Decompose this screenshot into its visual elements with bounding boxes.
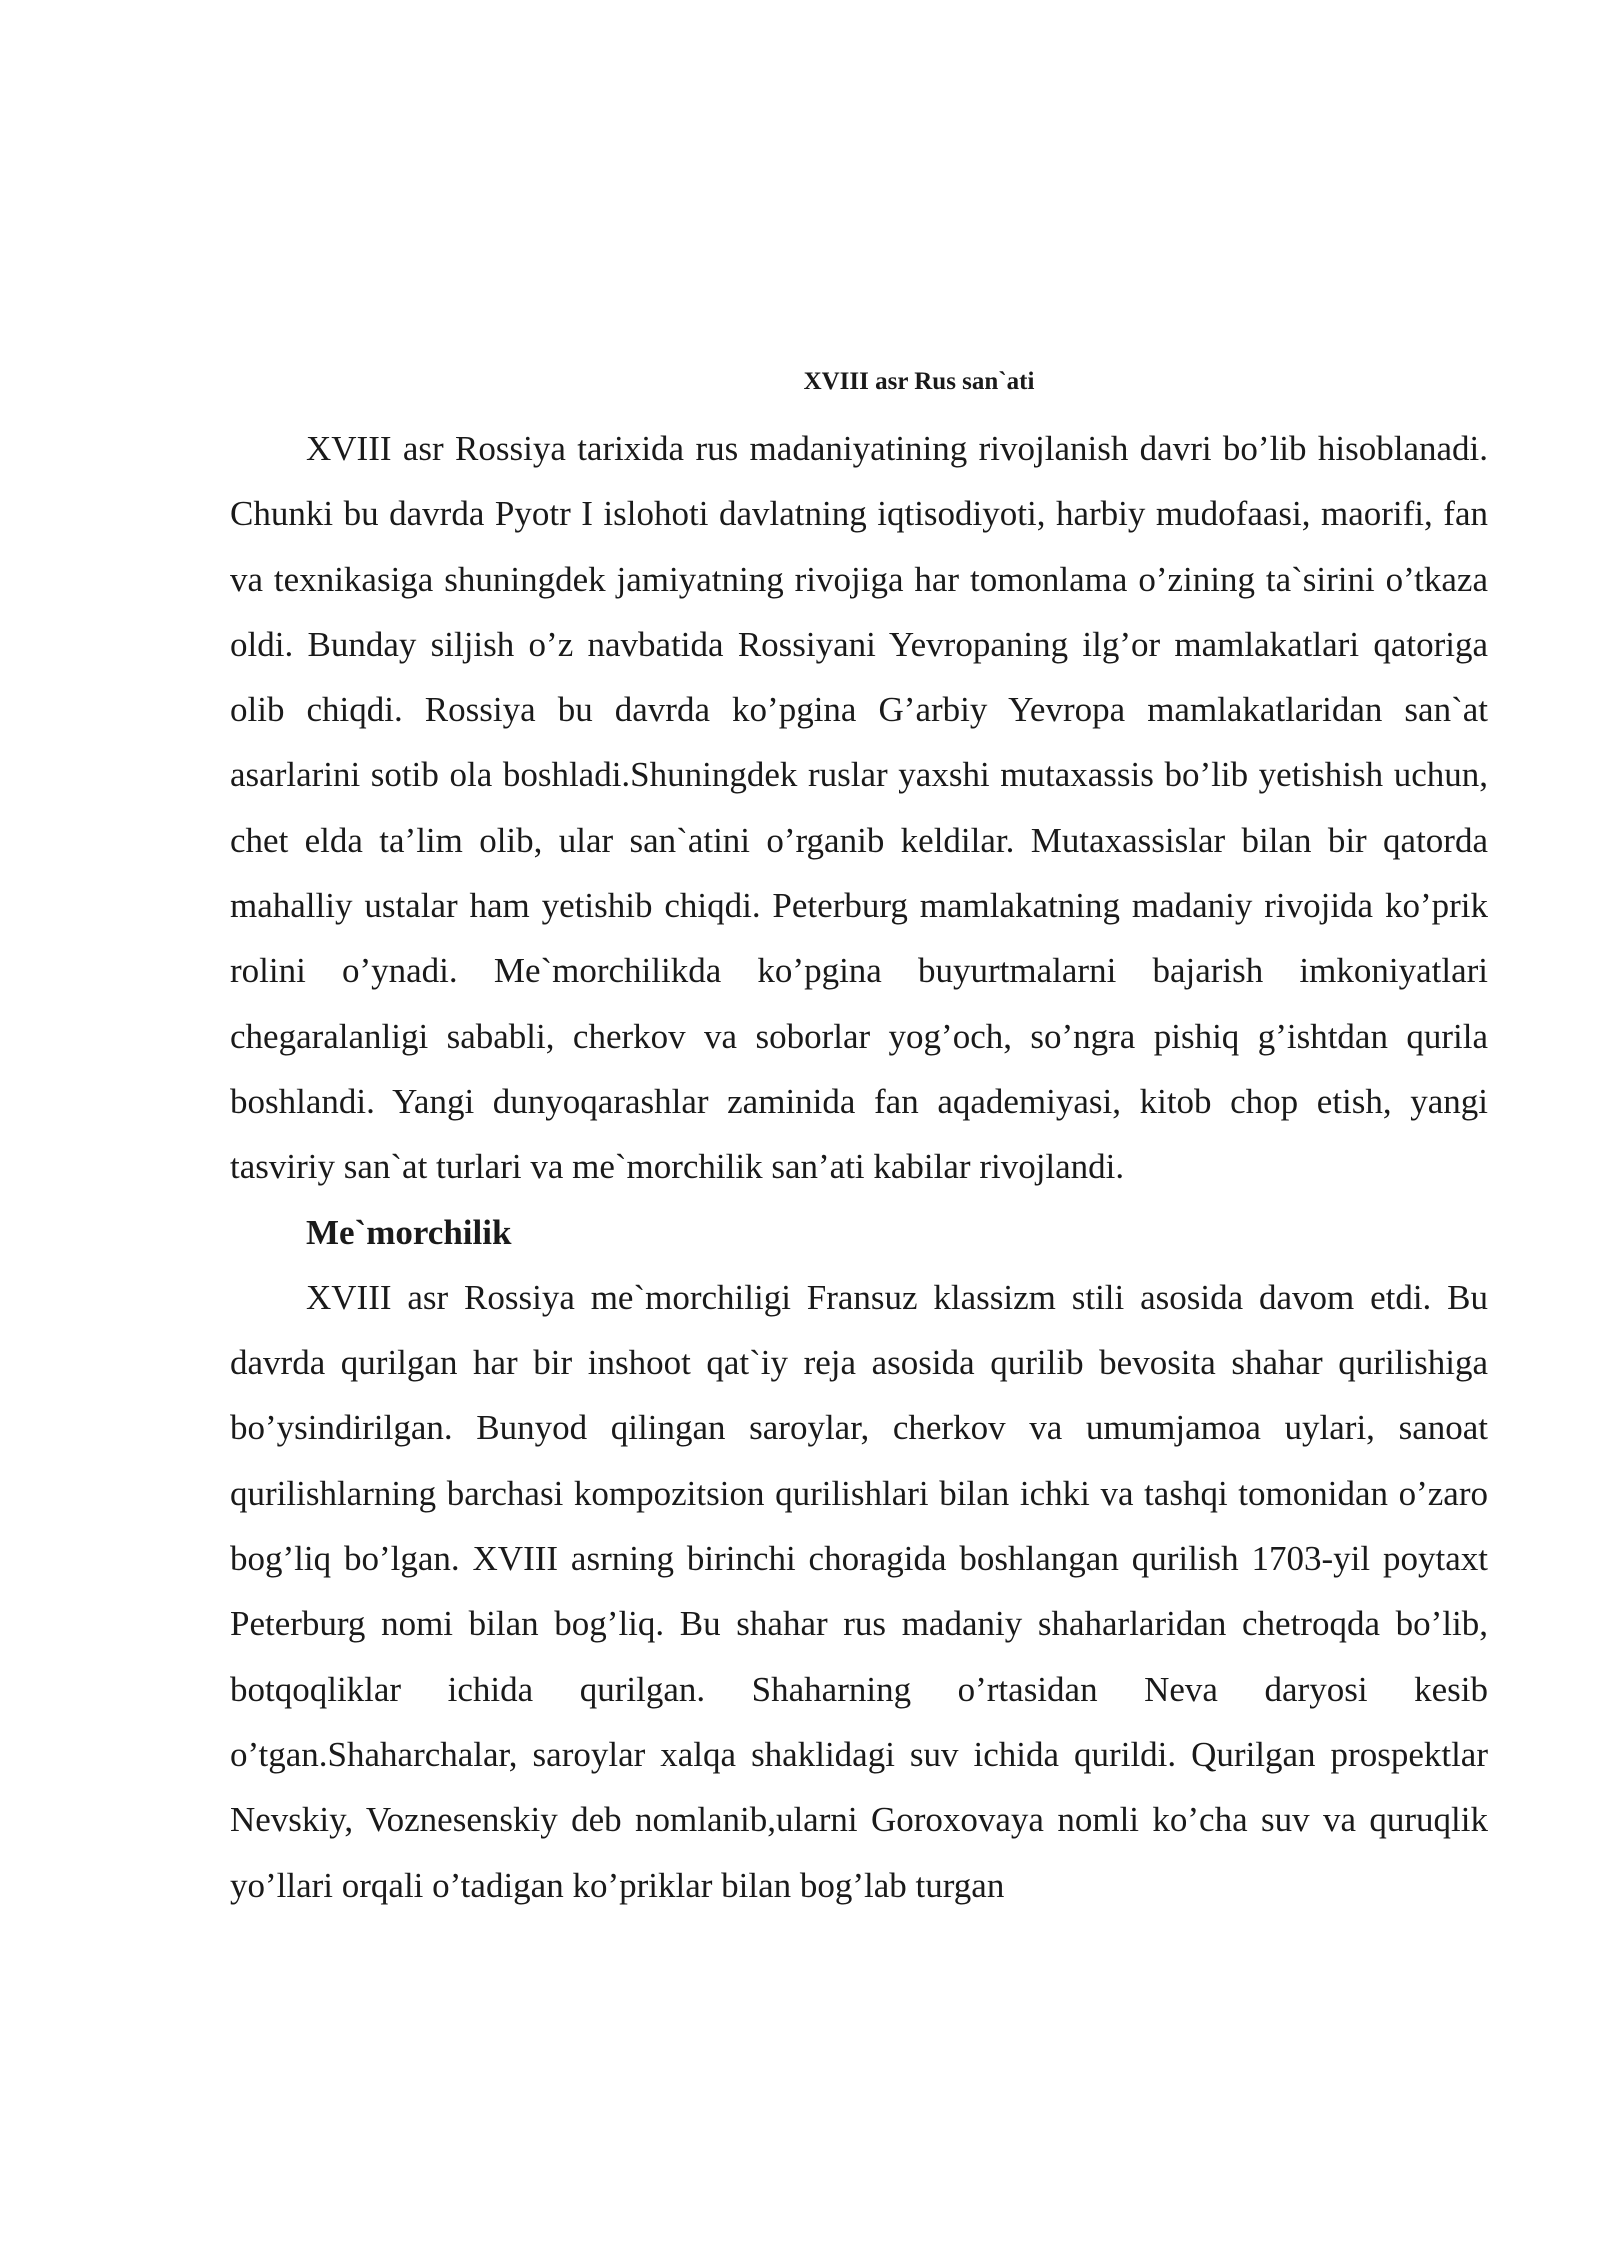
intro-paragraph: XVIII asr Rossiya tarixida rus madaniyatining rivojlanish davri bo’lib hisoblanadi. Chunki bu davrda Pyotr I islohoti davlatning iqtisodiyoti, harbiy mudofaasi, maorifi, fan va texnikasiga shuningdek jamiyatning rivojiga har tomonlama o’zining ta`sirini o’tkaza oldi. Bunday siljish o’z navbatida Rossiyani Yevropaning ilg’or mamlakatlari qatoriga olib chiqdi. Rossiya bu davrda ko’pgina G’arbiy Yevropa mamlakatlaridan san`at asarlarini sotib ola boshladi.Shuningdek ruslar yaxshi mutaxassis bo’lib yetishish uchun, chet elda ta’lim olib, ular san`atini o’rganib keldilar. Mutaxassislar bilan bir qatorda mahalliy ustalar ham yetishib chiqdi. Peterburg mamlakatning madaniy rivojida ko’prik rolini o’ynadi. Me`morchilikda ko’pgina buyurtmalarni bajarish imkoniyatlari chegaralanligi sababli, cherkov va soborlar yog’och, so’ngra pishiq g’ishtdan qurila boshlandi. Yangi dunyoqarashlar zaminida fan aqademiyasi, kitob chop etish, yangi tasviriy san`at turlari va me`morchilik san’ati kabilar rivojlandi. xyxy=(230,429,1488,1187)
document-page xyxy=(230,366,1488,1918)
section-paragraph: XVIII asr Rossiya me`morchiligi Fransuz klassizm stili asosida davom etdi. Bu davrda qurilgan har bir inshoot qat`iy reja asosida qurilib bevosita shahar qurilishiga bo’ysindirilgan. Bunyod qilingan saroylar, cherkov va umumjamoa uylari, sanoat qurilishlarning barchasi kompozitsion qurilishlari bilan ichki va tashqi tomonidan o’zaro bog’liq bo’lgan. XVIII asrning birinchi choragida boshlangan qurilish 1703-yil poytaxt Peterburg nomi bilan bog’liq. Bu shahar rus madaniy shaharlaridan chetroqda bo’lib, botqoqliklar ichida qurilgan. Shaharning o’rtasidan Neva daryosi kesib o’tgan.Shaharchalar, saroylar xalqa shaklidagi suv ichida qurildi. Qurilgan prospektlar Nevskiy, Voznesenskiy deb nomlanib,ularni Goroxovaya nomli ko’cha suv va quruqlik yo’llari orqali o’tadigan ko’priklar bilan bog’lab turgan xyxy=(230,1277,1488,1905)
document-title: XVIII asr Rus san`ati xyxy=(803,368,1035,395)
section-heading: Me`morchilik xyxy=(306,1212,512,1252)
